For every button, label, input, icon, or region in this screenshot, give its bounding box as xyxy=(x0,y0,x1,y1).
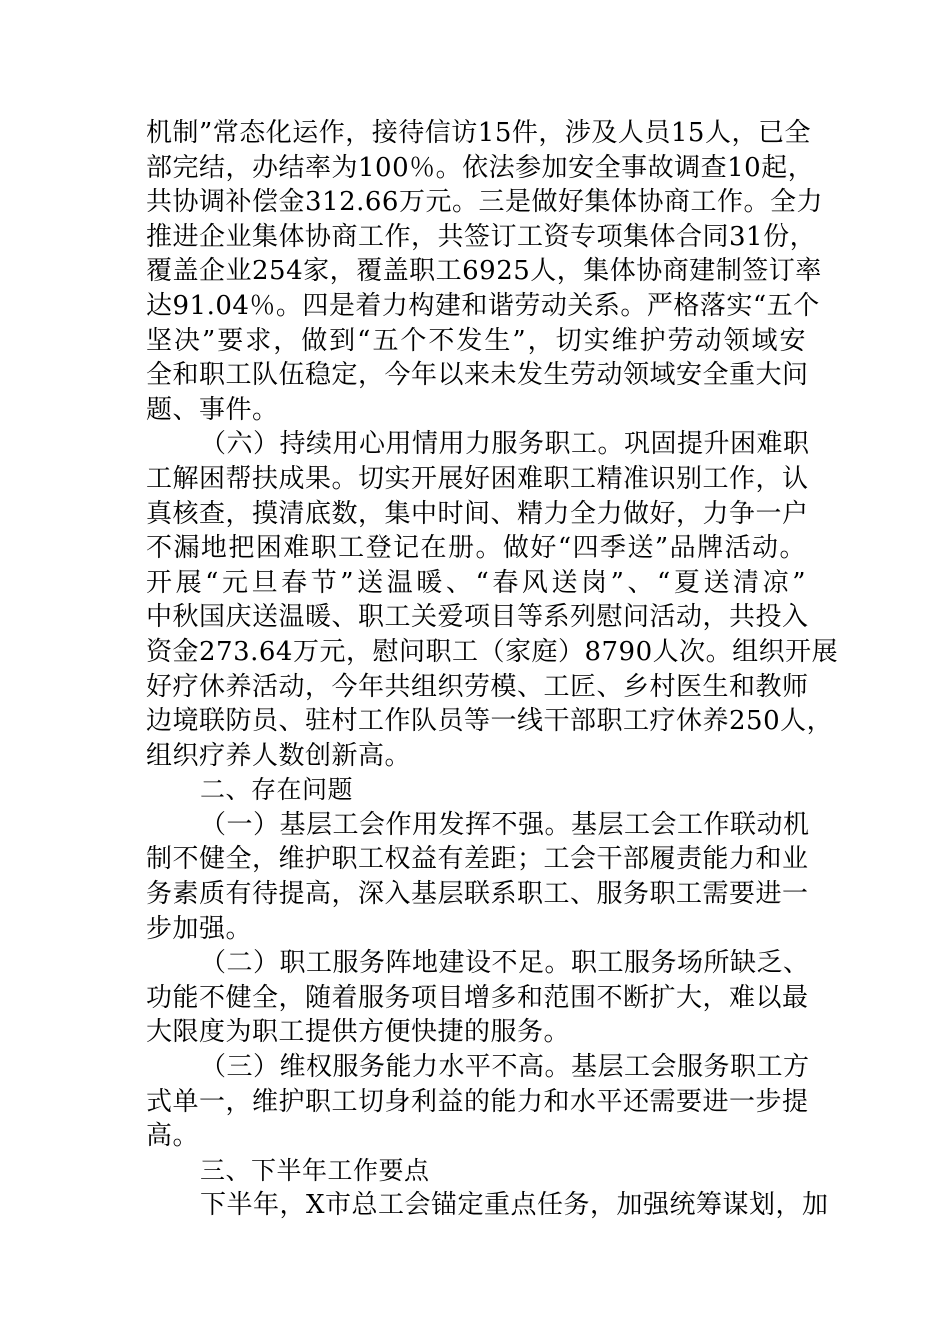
paragraph-text: 职工服务场所缺乏、 xyxy=(571,948,810,979)
paragraph-start-line xyxy=(146,946,810,981)
text-line: 不漏地把困难职工登记在册。做好“四季送”品牌活动。 xyxy=(146,533,806,564)
text-line: 共协调补偿金312.66万元。三是做好集体协商工作。全力 xyxy=(146,187,823,218)
text-line: 制不健全，维护职工权益有差距；工会干部履责能力和业 xyxy=(146,844,809,875)
text-line: 式单一，维护职工切身利益的能力和水平还需要进一步提 xyxy=(146,1086,809,1117)
text-line: 高。 xyxy=(146,1121,200,1152)
paragraph-text: 巩固提升困难职 xyxy=(624,429,810,460)
paragraph-text: 基层工会工作联动机 xyxy=(571,809,810,840)
paragraph-start-line xyxy=(146,427,810,462)
text-line: 资金273.64万元，慰问职工（家庭）8790人次。组织开展 xyxy=(146,636,839,667)
text-line: 务素质有待提高，深入基层联系职工、服务职工需要进一 xyxy=(146,879,809,910)
text-line: 机制”常态化运作，接待信访15件，涉及人员15人，已全 xyxy=(146,118,811,148)
text-line: 中秋国庆送温暖、职工关爱项目等系列慰问活动，共投入 xyxy=(146,602,809,633)
text-line: 组织疗养人数创新高。 xyxy=(146,740,412,771)
paragraph-text: 基层工会服务职工方 xyxy=(571,1052,810,1083)
paragraph-start-line: 下半年，X市总工会锚定重点任务，加强统筹谋划，加 xyxy=(200,1190,829,1221)
text-line: 覆盖企业254家，覆盖职工6925人，集体协商建制签订率 xyxy=(146,256,822,287)
text-line: 部完结，办结率为100％。依法参加安全事故调查10起， xyxy=(146,152,815,183)
section-heading: 三、下半年工作要点 xyxy=(200,1155,430,1185)
text-line: 好疗休养活动，今年共组织劳模、工匠、乡村医生和教师 xyxy=(146,671,809,702)
text-line: 推进企业集体协商工作，共签订工资专项集体合同31份， xyxy=(146,221,817,252)
text-line: 功能不健全，随着服务项目增多和范围不断扩大，难以最 xyxy=(146,982,809,1013)
text-line: 全和职工队伍稳定，今年以来未发生劳动领域安全重大问 xyxy=(146,360,809,391)
document-page xyxy=(146,116,839,1223)
paragraph-start-line xyxy=(146,1050,810,1085)
text-line: 题、事件。 xyxy=(146,394,279,425)
paragraph-lead: （六）持续用心用情用力服务职工。 xyxy=(200,429,625,460)
text-line: 大限度为职工提供方便快捷的服务。 xyxy=(146,1017,571,1048)
text-line: 真核查，摸清底数，集中时间、精力全力做好，力争一户 xyxy=(146,498,809,529)
section-heading: 二、存在问题 xyxy=(200,775,354,805)
text-line: 边境联防员、驻村工作队员等一线干部职工疗休养250人， xyxy=(146,706,834,737)
paragraph-lead: （一）基层工会作用发挥不强。 xyxy=(200,809,572,840)
paragraph-start-line xyxy=(146,808,810,843)
text-line: 工解困帮扶成果。切实开展好困难职工精准识别工作，认 xyxy=(146,463,809,494)
text-line: 开展“元旦春节”送温暖、“春风送岗”、“夏送清凉” xyxy=(146,567,806,598)
text-line: 坚决”要求，做到“五个不发生”，切实维护劳动领域安 xyxy=(146,325,806,356)
text-line: 步加强。 xyxy=(146,913,253,944)
paragraph-lead: （二）职工服务阵地建设不足。 xyxy=(200,948,572,979)
text-line: 达91.04％。四是着力构建和谐劳动关系。严格落实“五个 xyxy=(146,290,820,321)
paragraph-lead: （三）维权服务能力水平不高。 xyxy=(200,1052,572,1083)
